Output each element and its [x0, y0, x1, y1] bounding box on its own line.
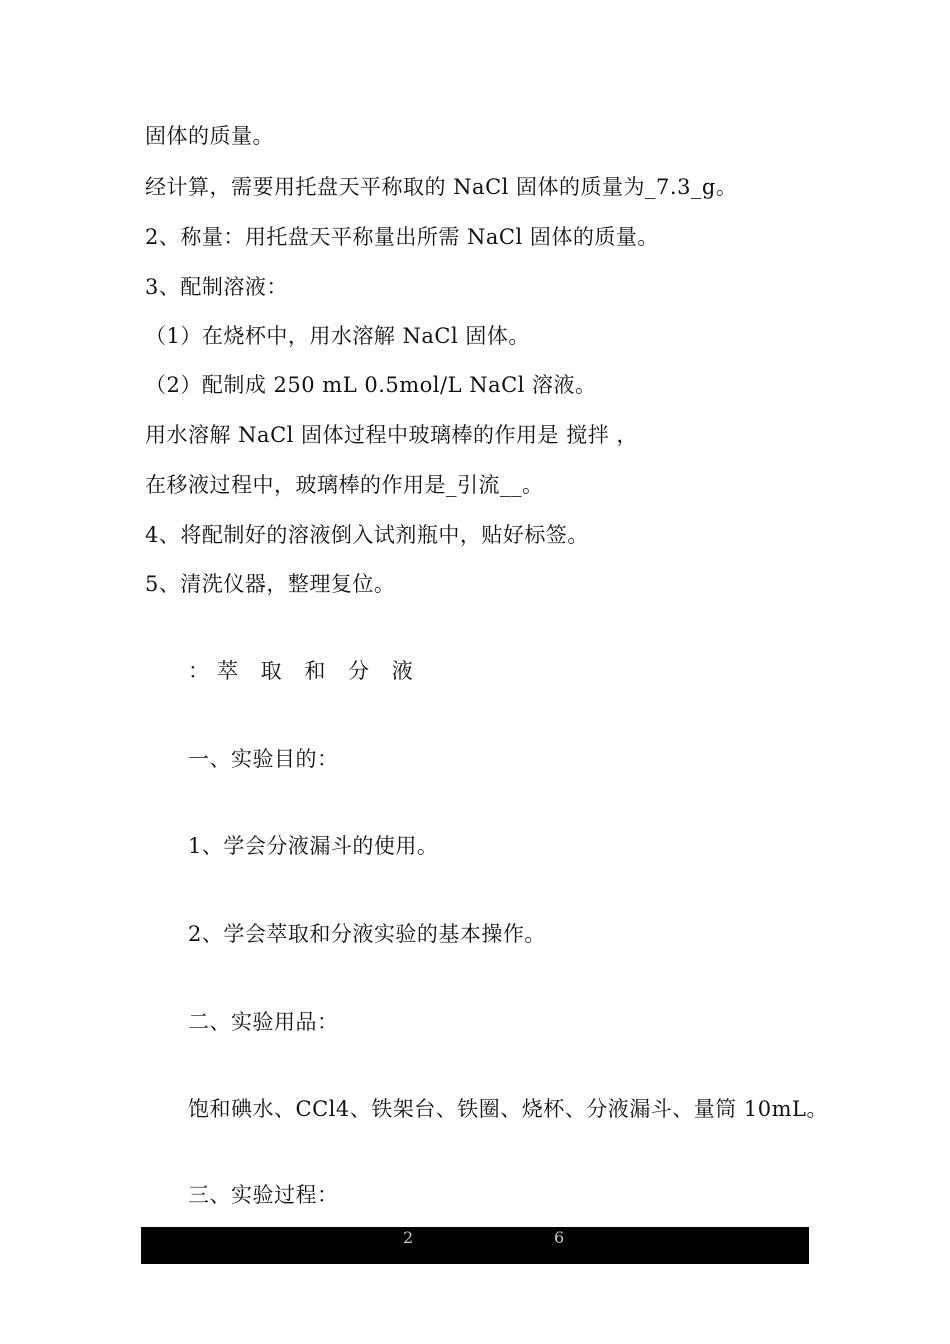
paragraph-line: 用水溶解 NaCl 固体过程中玻璃棒的作用是 搅拌 ， — [145, 423, 638, 447]
section-heading: ：萃 取 和 分 液 — [188, 659, 421, 683]
section-line: 饱和碘水、CCl4、铁架台、铁圈、烧杯、分液漏斗、量筒 10mL。 — [188, 1097, 828, 1121]
section-line: 三、实验过程： — [188, 1183, 339, 1207]
page-number-total: 6 — [554, 1228, 565, 1247]
paragraph-line: 5、清洗仪器，整理复位。 — [145, 572, 396, 596]
paragraph-line: 经计算，需要用托盘天平称取的 NaCl 固体的质量为_7.3_g。 — [145, 175, 738, 199]
paragraph-line: （1）在烧杯中，用水溶解 NaCl 固体。 — [145, 324, 530, 348]
paragraph-line: 固体的质量。 — [145, 124, 274, 148]
paragraph-line: 3、配制溶液： — [145, 275, 288, 299]
section-line: 2、学会萃取和分液实验的基本操作。 — [188, 922, 546, 946]
paragraph-line: （2）配制成 250 mL 0.5mol/L NaCl 溶液。 — [145, 373, 597, 397]
section-line: 二、实验用品： — [188, 1010, 339, 1034]
paragraph-line: 4、将配制好的溶液倒入试剂瓶中，贴好标签。 — [145, 523, 589, 547]
paragraph-line: 在移液过程中，玻璃棒的作用是_引流__。 — [145, 473, 544, 497]
section-line: 1、学会分液漏斗的使用。 — [188, 834, 439, 858]
section-line: 一、实验目的： — [188, 747, 339, 771]
paragraph-line: 2、称量：用托盘天平称量出所需 NaCl 固体的质量。 — [145, 225, 659, 249]
footer-bar — [141, 1227, 809, 1264]
page-number-current: 2 — [403, 1228, 414, 1247]
